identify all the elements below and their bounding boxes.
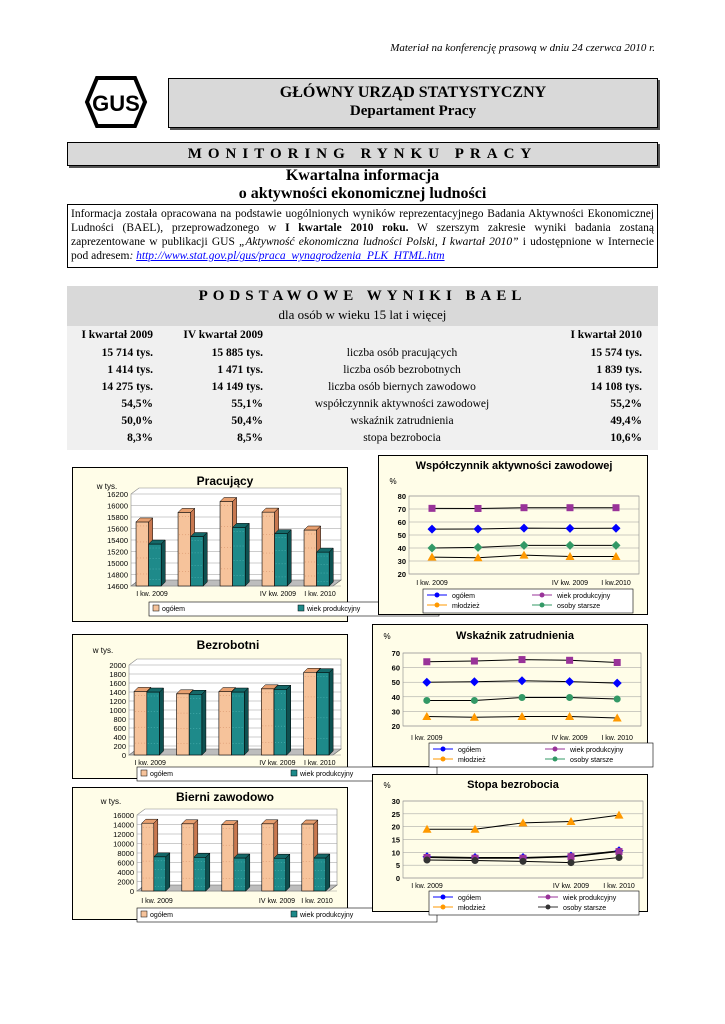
bar-front: [262, 824, 274, 891]
legend-label: wiek produkcyjny: [300, 912, 354, 919]
info-publication: „Aktywność ekonomiczna ludności Polski, I kwartał 2010”: [239, 236, 519, 248]
y-tick-label: 60: [391, 663, 400, 673]
bar-wiek-produkcyjny: [189, 690, 206, 755]
stats-row: [67, 381, 658, 398]
bar-front: [178, 512, 191, 586]
bar-front: [147, 692, 160, 755]
y-tick-label: 40: [397, 544, 406, 553]
x-tick-label: I kw. 2009: [136, 591, 168, 598]
legend-label: wiek produkcyjny: [307, 606, 361, 613]
bar-front: [304, 530, 317, 586]
top-note: Materiał na konferencję prasową w dniu 24 czerwca 2010 r.: [390, 42, 655, 54]
info-bold: I kwartale 2010 roku.: [285, 222, 409, 234]
info-url-link[interactable]: http://www.stat.gov.pl/gus/praca_wynagrodzenia_PLK_HTML.htm: [136, 250, 445, 262]
legend-marker: [540, 603, 545, 608]
stats-header-row: [67, 329, 658, 346]
y-tick-label: 400: [113, 733, 126, 742]
info-text-2: W szerszym zakresie wyniki badania zostaną zaprezentowane w publikacji GUS: [71, 222, 654, 248]
bar-front: [154, 857, 166, 891]
bael-subtitle: dla osób w wieku 15 lat i więcej: [67, 306, 658, 326]
bar-front: [194, 857, 206, 891]
x-tick-label: IV kw. 2009: [259, 591, 297, 598]
y-tick-label: 15: [391, 835, 400, 845]
chart-bezrobotni: [72, 634, 354, 779]
y-tick-label: 80: [397, 492, 406, 501]
chart-svg: [379, 456, 647, 614]
y-tick-label: 70: [391, 649, 400, 658]
logo-text: GUS: [92, 91, 140, 116]
data-point: [614, 695, 621, 702]
y-tick-label: 40: [391, 692, 400, 702]
x-tick-label: I kw. 2010: [603, 883, 635, 890]
legend-label: ogółem: [162, 606, 185, 613]
bar-wiek-produkcyjny: [233, 523, 250, 586]
data-point: [520, 858, 527, 865]
x-tick-label: I kw. 2010: [304, 591, 336, 598]
stat-label: liczba osób bezrobotnych: [343, 364, 461, 376]
y-tick-label: 6000: [117, 858, 134, 868]
x-tick-label: IV kw. 2009: [258, 898, 296, 905]
stat-value: 55,2%: [610, 398, 642, 410]
stat-value: 14 275 tys.: [101, 381, 153, 393]
bar-side: [287, 685, 291, 755]
y-tick-label: 15400: [107, 536, 128, 545]
stats-row: [67, 364, 658, 381]
y-tick-label: 14800: [107, 570, 128, 580]
x-tick-label: I kw. 2010: [301, 898, 333, 905]
y-tick-label: 20: [391, 722, 400, 731]
stats-row: [67, 398, 658, 415]
legend-label: młodzież: [458, 757, 486, 764]
stats-row: [67, 415, 658, 432]
bar-side: [244, 688, 248, 755]
bar-wiek-produkcyjny: [194, 853, 210, 891]
report-title-line2: o aktywności ekonomicznej ludności: [238, 185, 487, 202]
stat-value: 55,1%: [231, 398, 263, 410]
y-tick-label: 70: [397, 505, 406, 514]
legend-label: młodzież: [452, 603, 480, 610]
bael-stats-table: [67, 326, 658, 450]
bar-front: [189, 694, 202, 755]
y-axis-label: w tys.: [100, 797, 122, 806]
bar-front: [142, 823, 154, 891]
y-tick-label: 8000: [117, 849, 134, 858]
y-tick-label: 20: [391, 822, 400, 832]
chart-title: Bezrobotni: [196, 638, 260, 652]
bar-front: [220, 501, 233, 586]
header-q4-2009: IV kwartał 2009: [183, 329, 263, 341]
bar-wiek-produkcyjny: [317, 548, 334, 586]
data-point: [423, 697, 430, 704]
data-point: [616, 854, 623, 861]
bar-front: [134, 691, 147, 755]
data-point: [429, 505, 436, 512]
y-tick-label: 1800: [109, 670, 126, 679]
legend-marker: [441, 747, 446, 752]
stat-value: 50,4%: [231, 415, 263, 427]
bar-front: [176, 694, 189, 755]
bar-front: [234, 858, 246, 891]
data-point: [471, 697, 478, 704]
stat-value: 15 714 tys.: [101, 347, 153, 359]
y-tick-label: 10000: [113, 839, 134, 849]
y-axis-label: %: [383, 632, 391, 641]
y-tick-label: 50: [397, 531, 406, 540]
stat-value: 1 471 tys.: [217, 364, 263, 376]
y-tick-label: 12000: [113, 830, 134, 839]
legend-swatch: [298, 605, 304, 611]
header-box: [168, 78, 658, 128]
x-tick-label: IV kw. 2009: [259, 760, 296, 767]
y-axis-label: %: [383, 781, 391, 790]
bar-side: [329, 548, 333, 586]
bar-wiek-produkcyjny: [191, 533, 208, 586]
legend-label: osoby starsze: [563, 905, 607, 912]
legend-label: ogółem: [452, 593, 475, 600]
y-tick-label: 0: [129, 887, 134, 896]
bar-wiek-produkcyjny: [147, 688, 164, 755]
bar-front: [302, 824, 314, 891]
bar-front: [317, 552, 330, 586]
y-tick-label: 2000: [109, 661, 126, 670]
bar-wiek-produkcyjny: [234, 854, 250, 891]
data-point: [566, 657, 573, 664]
legend-label: ogółem: [458, 747, 481, 754]
x-tick-label: I kw. 2009: [134, 760, 166, 767]
y-tick-label: 600: [113, 724, 126, 733]
y-tick-label: 14600: [107, 582, 128, 591]
bar-wiek-produkcyjny: [275, 530, 292, 586]
y-tick-label: 1000: [109, 706, 126, 715]
y-tick-label: 25: [391, 809, 400, 819]
stat-label: liczba osób pracujących: [346, 347, 458, 359]
legend-label: wiek produkcyjny: [300, 771, 354, 778]
data-point: [423, 658, 430, 665]
data-point: [567, 504, 574, 511]
y-tick-label: 16000: [107, 501, 128, 511]
y-tick-label: 0: [395, 874, 400, 883]
legend-marker: [441, 895, 446, 900]
legend-label: wiek produkcyjny: [563, 895, 617, 902]
bar-wiek-produkcyjny: [274, 854, 290, 891]
stat-value: 8,3%: [127, 432, 153, 444]
bar-wiek-produkcyjny: [274, 685, 291, 755]
legend-label: ogółem: [150, 912, 173, 919]
monitoring-banner: MONITORING RYNKU PRACY: [67, 142, 658, 166]
data-point: [475, 505, 482, 512]
bar-front: [316, 673, 329, 755]
x-tick-label: I kw. 2009: [141, 898, 173, 905]
bar-wiek-produkcyjny: [232, 688, 249, 755]
bar-wiek-produkcyjny: [149, 540, 166, 586]
stat-value: 1 414 tys.: [107, 364, 153, 376]
legend-marker: [546, 895, 551, 900]
y-tick-label: 15000: [107, 559, 128, 568]
data-point: [566, 694, 573, 701]
y-tick-label: 2000: [117, 877, 134, 887]
stats-row: [67, 347, 658, 364]
info-colon: :: [129, 250, 137, 262]
legend-marker: [553, 747, 558, 752]
data-point: [568, 859, 575, 866]
chart-pracujacy: [72, 467, 361, 622]
report-title-line1: Kwartalna informacja: [285, 167, 440, 184]
bar-wiek-produkcyjny: [316, 669, 333, 755]
data-point: [472, 857, 479, 864]
bar-side: [329, 669, 333, 755]
bar-side: [326, 854, 330, 891]
bar-front: [304, 672, 317, 755]
chart-title: Współczynnik aktywności zawodowej: [415, 460, 613, 472]
bar-side: [161, 540, 165, 586]
x-tick-label: I kw. 2009: [411, 883, 443, 890]
legend-marker: [441, 757, 446, 762]
y-tick-label: 16000: [113, 811, 134, 820]
legend-label: osoby starsze: [557, 603, 601, 610]
stat-label: stopa bezrobocia: [363, 432, 441, 444]
bar-side: [160, 688, 164, 755]
y-tick-label: 1200: [109, 697, 126, 706]
stats-row: [67, 432, 658, 449]
chart-svg: [73, 788, 354, 919]
stat-value: 14 108 tys.: [590, 381, 642, 393]
bar-side: [166, 853, 170, 891]
chart-title: Bierni zawodowo: [175, 790, 275, 804]
y-tick-label: 50: [391, 678, 400, 688]
gus-logo: [83, 74, 149, 130]
bar-front: [232, 692, 245, 755]
data-point: [521, 504, 528, 511]
stat-label: liczba osób biernych zawodowo: [328, 381, 476, 393]
legend-marker: [540, 593, 545, 598]
legend-label: młodzież: [458, 905, 486, 912]
x-tick-label: IV kw. 2009: [551, 580, 589, 587]
y-tick-label: 16200: [107, 490, 128, 499]
legend-swatch: [291, 911, 297, 917]
info-text-1: Informacja została opracowana na podstawie uogólnionych wyników reprezentacyjnego Badania Aktywności Ekonomicznej Ludności (BAEL), przeprowadzonego w: [71, 208, 654, 234]
bar-front: [274, 689, 287, 755]
chart-wspolczynnik-aktywnosci: [378, 455, 648, 615]
info-paragraph: [67, 204, 658, 268]
chart-svg: [373, 625, 647, 766]
y-tick-label: 15200: [107, 547, 128, 557]
chart-wskaznik-zatrudnienia: [372, 624, 648, 767]
legend-swatch: [291, 770, 297, 776]
legend-label: wiek produkcyjny: [570, 747, 624, 754]
chart-title: Stopa bezrobocia: [467, 779, 559, 791]
bar-front: [191, 537, 204, 586]
y-tick-label: 200: [113, 742, 126, 751]
stat-value: 54,5%: [121, 398, 153, 410]
chart-stopa-bezrobocia: [372, 774, 648, 912]
data-point: [613, 504, 620, 511]
y-tick-label: 1600: [109, 679, 126, 688]
bar-side: [287, 530, 291, 586]
data-point: [471, 658, 478, 665]
chart-title: Pracujący: [196, 474, 254, 488]
bar-side: [245, 523, 249, 586]
stat-label: wskaźnik zatrudnienia: [350, 415, 454, 427]
y-tick-label: 60: [397, 518, 406, 527]
bael-title: PODSTAWOWE WYNIKI BAEL: [67, 286, 658, 306]
stat-value: 15 885 tys.: [211, 347, 263, 359]
stat-value: 49,4%: [610, 415, 642, 427]
y-axis-label: w tys.: [92, 646, 114, 655]
stat-value: 14 149 tys.: [211, 381, 263, 393]
stat-label: współczynnik aktywności zawodowej: [314, 398, 490, 410]
bar-front: [314, 858, 326, 891]
legend-label: ogółem: [150, 771, 173, 778]
legend-swatch: [153, 605, 159, 611]
info-text-3: i udostępnione w Internecie pod adresem: [71, 236, 655, 262]
data-point: [424, 857, 431, 864]
y-tick-label: 10: [391, 848, 400, 858]
y-tick-label: 0: [121, 751, 126, 760]
y-axis-label: w tys.: [96, 482, 118, 491]
bar-side: [206, 853, 210, 891]
x-tick-label: I kw.2010: [601, 580, 631, 587]
bar-side: [203, 533, 207, 586]
data-point: [519, 656, 526, 663]
header-q1-2010: I kwartał 2010: [570, 329, 642, 341]
bar-side: [202, 690, 206, 755]
chart-title: Wskaźnik zatrudnienia: [456, 630, 574, 642]
y-tick-label: 800: [113, 715, 126, 724]
y-tick-label: 30: [397, 557, 406, 566]
data-point: [614, 659, 621, 666]
x-tick-label: IV kw. 2009: [551, 735, 588, 742]
bar-side: [246, 854, 250, 891]
y-tick-label: 15600: [107, 524, 128, 534]
bar-wiek-produkcyjny: [314, 854, 330, 891]
y-tick-label: 15800: [107, 513, 128, 522]
y-tick-label: 4000: [117, 868, 134, 877]
y-axis-label: %: [389, 477, 397, 486]
stat-value: 15 574 tys.: [590, 347, 642, 359]
legend-marker: [435, 603, 440, 608]
bar-front: [219, 692, 232, 755]
legend-marker: [441, 905, 446, 910]
stat-value: 50,0%: [121, 415, 153, 427]
x-tick-label: I kw. 2009: [416, 580, 448, 587]
bar-front: [136, 522, 149, 586]
chart-svg: [73, 635, 354, 778]
chart-svg: [373, 775, 647, 911]
bar-front: [233, 527, 246, 586]
legend-swatch: [141, 911, 147, 917]
bar-wiek-produkcyjny: [154, 853, 170, 891]
legend-swatch: [141, 770, 147, 776]
bar-front: [274, 858, 286, 891]
bar-side: [286, 854, 290, 891]
bar-front: [262, 512, 275, 586]
bar-front: [275, 534, 288, 586]
bar-front: [261, 689, 274, 755]
legend-label: ogółem: [458, 895, 481, 902]
y-tick-label: 30: [391, 707, 400, 717]
stat-value: 8,5%: [237, 432, 263, 444]
data-point: [519, 694, 526, 701]
header-title: GŁÓWNY URZĄD STATYSTYCZNY: [279, 84, 547, 101]
stat-value: 10,6%: [610, 432, 642, 444]
legend-marker: [435, 593, 440, 598]
x-tick-label: I kw. 2010: [601, 735, 633, 742]
x-tick-label: I kw. 2010: [304, 760, 336, 767]
y-tick-label: 1400: [109, 688, 126, 697]
stat-value: 1 839 tys.: [596, 364, 642, 376]
bar-front: [182, 824, 194, 891]
y-tick-label: 20: [397, 570, 406, 579]
y-tick-label: 30: [391, 797, 400, 806]
legend-marker: [553, 757, 558, 762]
x-tick-label: IV kw. 2009: [552, 883, 590, 890]
chart-svg: [73, 468, 361, 621]
y-tick-label: 14000: [113, 820, 134, 830]
legend-label: wiek produkcyjny: [557, 593, 611, 600]
x-tick-label: I kw. 2009: [411, 735, 443, 742]
legend-marker: [546, 905, 551, 910]
header-q1-2009: I kwartał 2009: [81, 329, 153, 341]
header-subtitle: Departament Pracy: [349, 103, 477, 119]
bar-front: [222, 825, 234, 891]
legend-label: osoby starsze: [570, 757, 614, 764]
y-tick-label: 5: [395, 861, 400, 871]
chart-bierni-zawodowo: [72, 787, 354, 920]
